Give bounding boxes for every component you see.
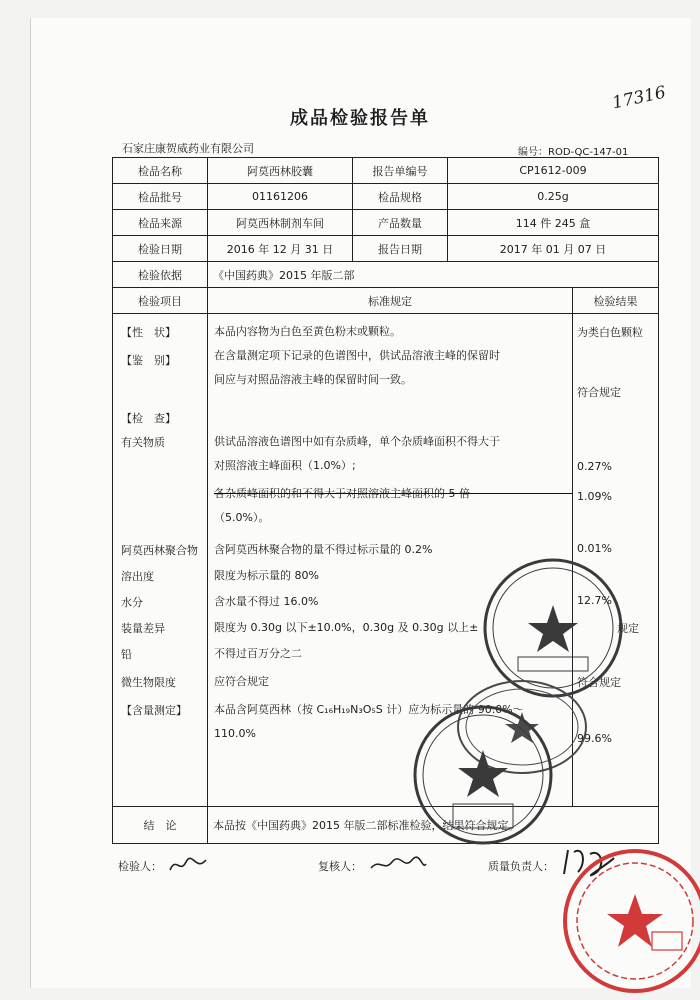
company-stamp-3 bbox=[408, 700, 558, 850]
test-date: 2016 年 12 月 31 日 bbox=[208, 236, 353, 262]
info-row-source bbox=[113, 210, 659, 236]
reviewer-label: 复核人： bbox=[318, 860, 362, 873]
standard-text: 不得过百万分之二 bbox=[214, 647, 302, 660]
basis-label: 检验依据 bbox=[113, 262, 208, 288]
item-column-header: 检验项目 bbox=[113, 288, 208, 314]
standard-text: 供试品溶液色谱图中如有杂质峰，单个杂质峰面积不得大于 bbox=[214, 435, 500, 448]
result-value: 99.6% bbox=[577, 732, 612, 745]
batch-number: 01161206 bbox=[208, 184, 353, 210]
item-name: 【检 查】 bbox=[121, 412, 176, 425]
product-name-label: 检品名称 bbox=[113, 158, 208, 184]
info-row-name bbox=[113, 158, 659, 184]
info-row-batch bbox=[113, 184, 659, 210]
standard-text: 本品含阿莫西林（按 C₁₆H₁₉N₃O₅S 计）应为标示量的 90.0%～ bbox=[214, 703, 524, 716]
item-name: 溶出度 bbox=[121, 570, 154, 583]
item-names-cell bbox=[113, 314, 208, 807]
result-value: 规定 bbox=[617, 622, 639, 635]
item-name: 阿莫西林聚合物 bbox=[121, 544, 198, 557]
standard-column-header: 标准规定 bbox=[208, 288, 573, 314]
standard-text: 限度为 0.30g 以下±10.0%，0.30g 及 0.30g 以上± bbox=[214, 621, 479, 634]
document-title: 成品检验报告单 bbox=[290, 108, 430, 129]
item-name: 装量差异 bbox=[121, 622, 165, 635]
result-column-header: 检验结果 bbox=[573, 288, 659, 314]
standard-text-struck: 各杂质峰面积的和不得大于对照溶液主峰面积的 5 倍 bbox=[214, 486, 573, 501]
standard-text: 在含量测定项下记录的色谱图中，供试品溶液主峰的保留时 bbox=[214, 349, 500, 362]
item-name: 有关物质 bbox=[121, 436, 165, 449]
source-value: 阿莫西林制剂车间 bbox=[208, 210, 353, 236]
inspector-signature bbox=[166, 852, 210, 878]
result-value: 0.27% bbox=[577, 460, 612, 473]
info-row-dates bbox=[113, 236, 659, 262]
inspector-label: 检验人： bbox=[118, 860, 162, 873]
item-name: 【性 状】 bbox=[121, 326, 176, 339]
standard-text: 对照溶液主峰面积（1.0%）; bbox=[214, 459, 356, 472]
standard-text: 含水量不得过 16.0% bbox=[214, 595, 319, 608]
standard-text: 间应与对照品溶液主峰的保留时间一致。 bbox=[214, 373, 412, 386]
standard-text: 110.0% bbox=[214, 727, 256, 740]
quantity-value: 114 件 245 盒 bbox=[448, 210, 659, 236]
test-date-label: 检验日期 bbox=[113, 236, 208, 262]
qa-label: 质量负责人： bbox=[488, 860, 554, 873]
spec-label: 检品规格 bbox=[353, 184, 448, 210]
standard-text: 含阿莫西林聚合物的量不得过标示量的 0.2% bbox=[214, 543, 433, 556]
standard-text: 限度为标示量的 80% bbox=[214, 569, 319, 582]
source-label: 检品来源 bbox=[113, 210, 208, 236]
batch-label: 检品批号 bbox=[113, 184, 208, 210]
company-name: 石家庄康贺威药业有限公司 bbox=[122, 142, 254, 155]
result-value: 12.7% bbox=[577, 594, 612, 607]
items-header-row bbox=[113, 288, 659, 314]
item-name: 【含量测定】 bbox=[121, 704, 187, 717]
report-no: CP1612-009 bbox=[448, 158, 659, 184]
red-company-stamp bbox=[560, 846, 700, 996]
item-name: 铅 bbox=[121, 648, 132, 661]
product-name: 阿莫西林胶囊 bbox=[208, 158, 353, 184]
result-value: 0.01% bbox=[577, 542, 612, 555]
item-name: 微生物限度 bbox=[121, 676, 176, 689]
report-no-label: 报告单编号 bbox=[353, 158, 448, 184]
document-number: 编号：ROD-QC-147-01 bbox=[518, 147, 629, 158]
item-name: 【鉴 别】 bbox=[121, 354, 176, 367]
result-value: 符合规定 bbox=[577, 386, 621, 399]
info-row-basis bbox=[113, 262, 659, 288]
report-date-label: 报告日期 bbox=[353, 236, 448, 262]
conclusion-row bbox=[113, 807, 659, 844]
quantity-label: 产品数量 bbox=[353, 210, 448, 236]
result-value: 为类白色颗粒 bbox=[577, 326, 643, 339]
standard-text: （5.0%）。 bbox=[214, 511, 270, 524]
result-value: 1.09% bbox=[577, 490, 612, 503]
result-value: 符合规定 bbox=[577, 676, 621, 689]
standard-text: 本品内容物为白色至黄色粉末或颗粒。 bbox=[214, 325, 401, 338]
item-name: 水分 bbox=[121, 596, 143, 609]
standard-text: 应符合规定 bbox=[214, 675, 269, 688]
handwritten-mark: 17316 bbox=[610, 82, 668, 114]
report-date: 2017 年 01 月 07 日 bbox=[448, 236, 659, 262]
conclusion-label: 结 论 bbox=[113, 807, 208, 844]
conclusion-text: 本品按《中国药典》2015 年版二部标准检验，结果符合规定。 bbox=[208, 807, 659, 844]
basis-value: 《中国药典》2015 年版二部 bbox=[208, 262, 659, 288]
spec-value: 0.25g bbox=[448, 184, 659, 210]
reviewer-signature bbox=[368, 852, 428, 878]
